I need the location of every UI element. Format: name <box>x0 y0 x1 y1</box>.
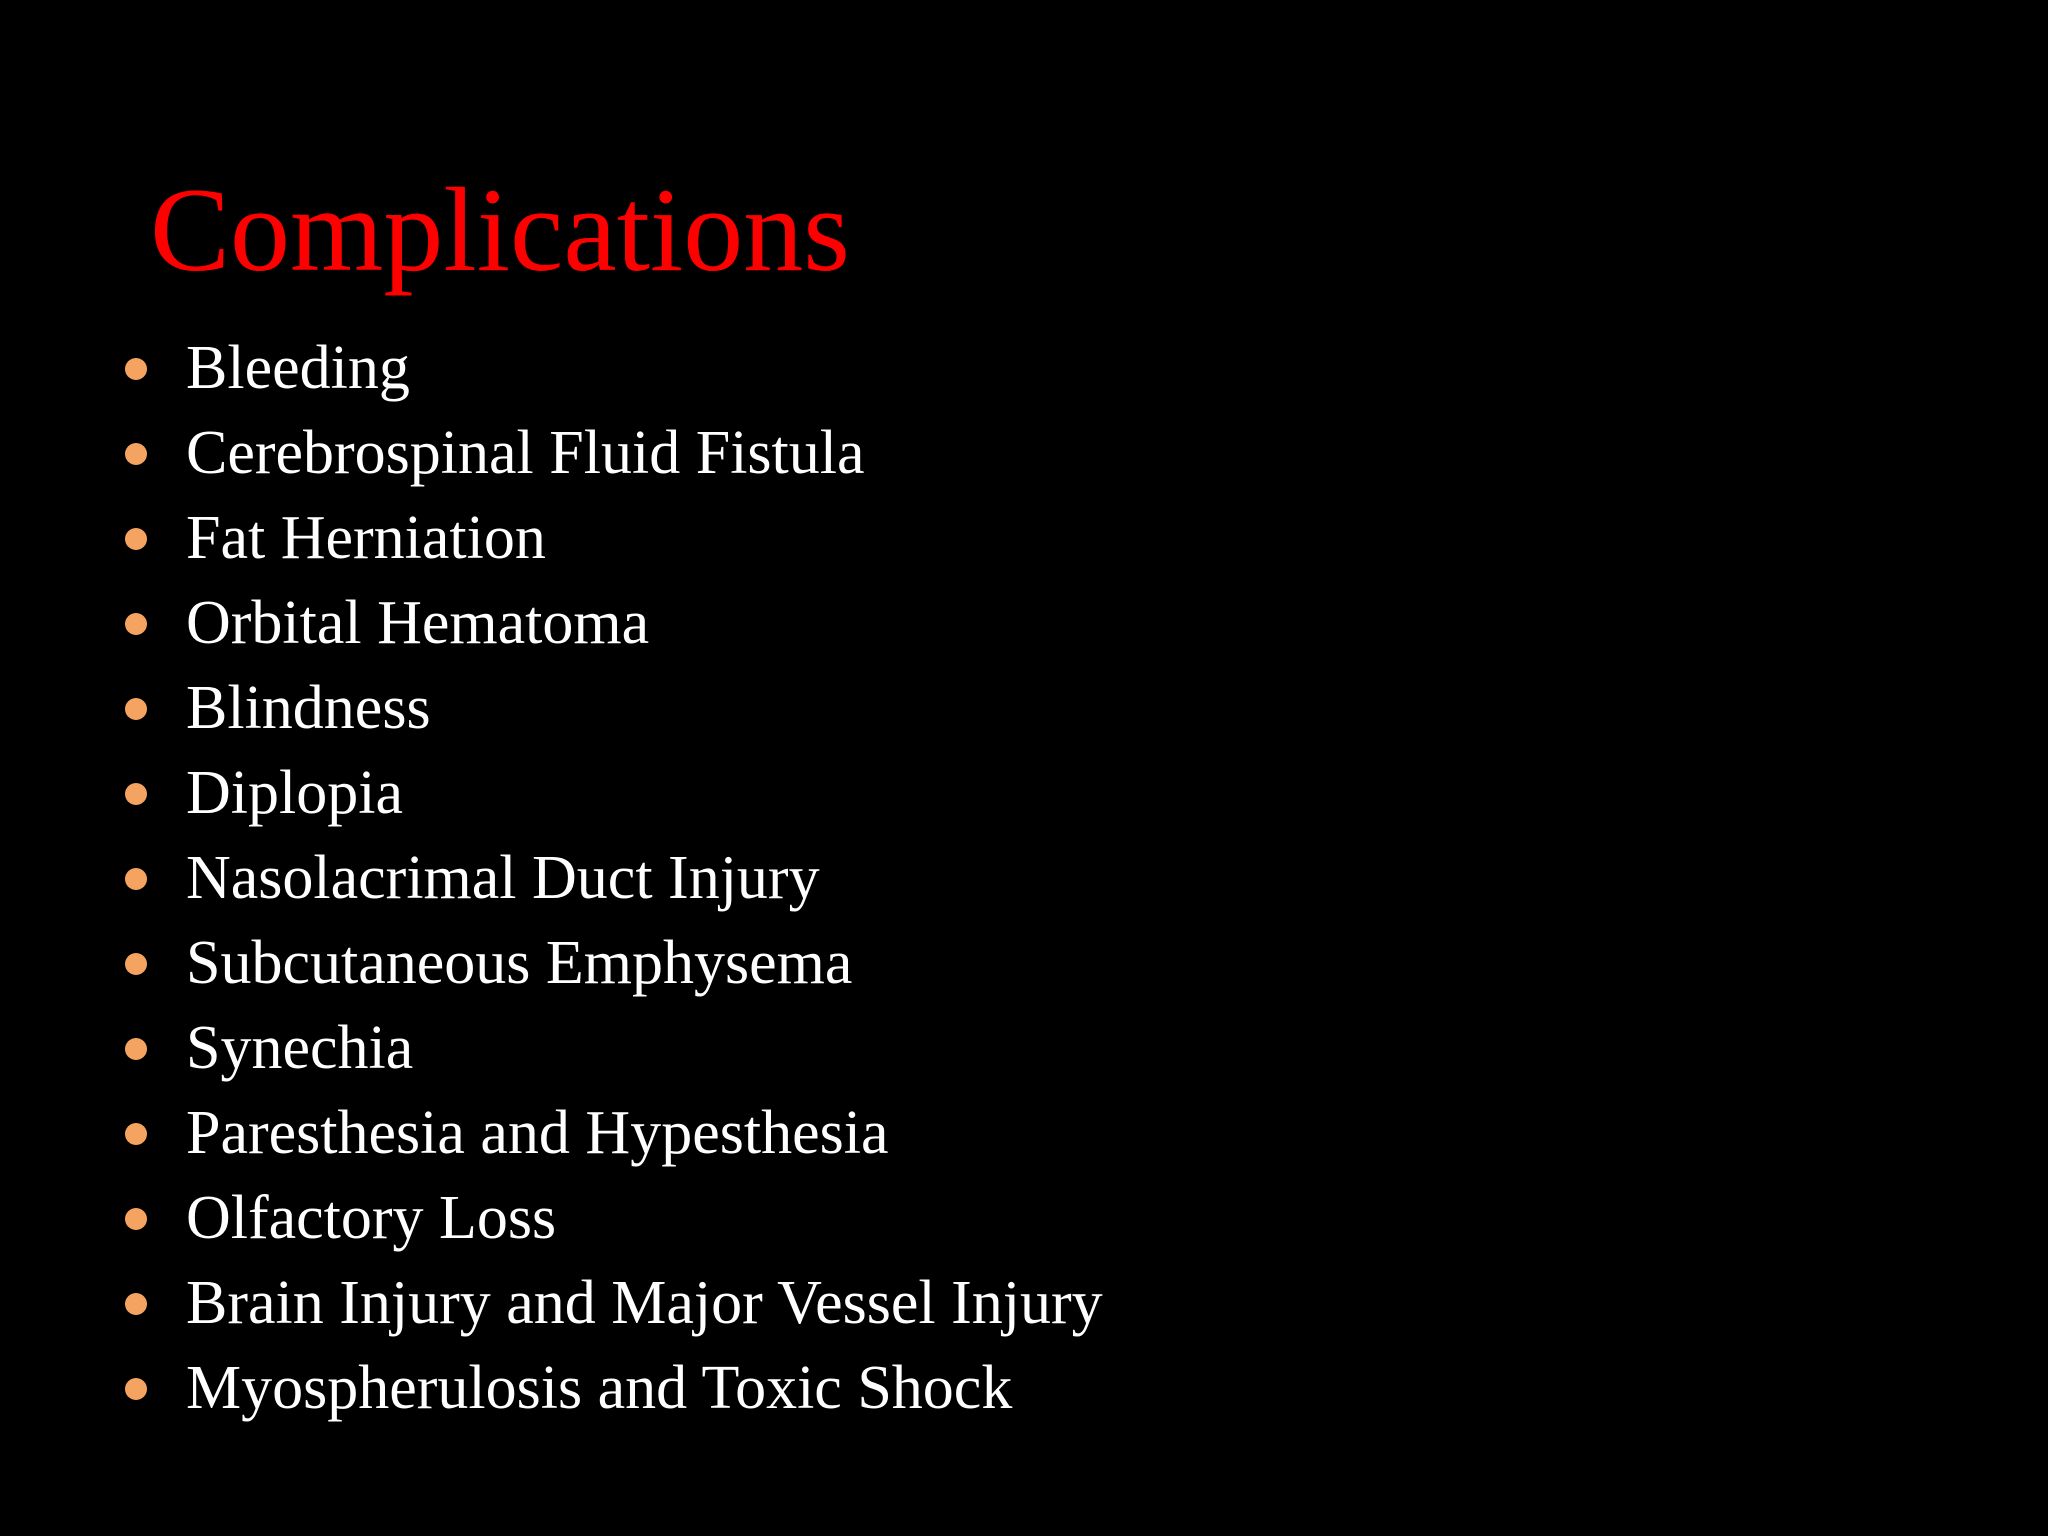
list-item-label: Myospherulosis and Toxic Shock <box>186 1354 1013 1422</box>
list-item <box>125 751 1103 836</box>
list-item-label: Synechia <box>186 1014 414 1082</box>
bullet-dot-icon <box>125 953 147 975</box>
list-item-label: Subcutaneous Emphysema <box>186 929 853 997</box>
list-item <box>125 1006 1103 1091</box>
list-item-label: Orbital Hematoma <box>186 589 650 657</box>
list-item <box>125 1346 1103 1431</box>
list-item-label: Cerebrospinal Fluid Fistula <box>186 419 865 487</box>
list-item-label: Fat Herniation <box>186 504 546 572</box>
complications-list <box>125 326 1103 1431</box>
list-item-label: Olfactory Loss <box>186 1184 557 1252</box>
list-item <box>125 921 1103 1006</box>
bullet-dot-icon <box>125 698 147 720</box>
bullet-dot-icon <box>125 1293 147 1315</box>
bullet-dot-icon <box>125 1038 147 1060</box>
bullet-dot-icon <box>125 783 147 805</box>
bullet-dot-icon <box>125 1123 147 1145</box>
list-item <box>125 1176 1103 1261</box>
list-item <box>125 666 1103 751</box>
bullet-dot-icon <box>125 1378 147 1400</box>
slide-title: Complications <box>150 163 850 296</box>
list-item <box>125 1091 1103 1176</box>
bullet-dot-icon <box>125 1208 147 1230</box>
bullet-dot-icon <box>125 528 147 550</box>
list-item-label: Blindness <box>186 674 431 742</box>
list-item <box>125 411 1103 496</box>
bullet-dot-icon <box>125 868 147 890</box>
list-item-label: Paresthesia and Hypesthesia <box>186 1099 889 1167</box>
list-item <box>125 581 1103 666</box>
bullet-dot-icon <box>125 443 147 465</box>
list-item <box>125 326 1103 411</box>
bullet-dot-icon <box>125 613 147 635</box>
list-item-label: Brain Injury and Major Vessel Injury <box>186 1269 1103 1337</box>
list-item-label: Bleeding <box>186 334 410 402</box>
list-item-label: Nasolacrimal Duct Injury <box>186 844 820 912</box>
bullet-dot-icon <box>125 358 147 380</box>
list-item <box>125 1261 1103 1346</box>
list-item-label: Diplopia <box>186 759 403 827</box>
list-item <box>125 836 1103 921</box>
list-item <box>125 496 1103 581</box>
